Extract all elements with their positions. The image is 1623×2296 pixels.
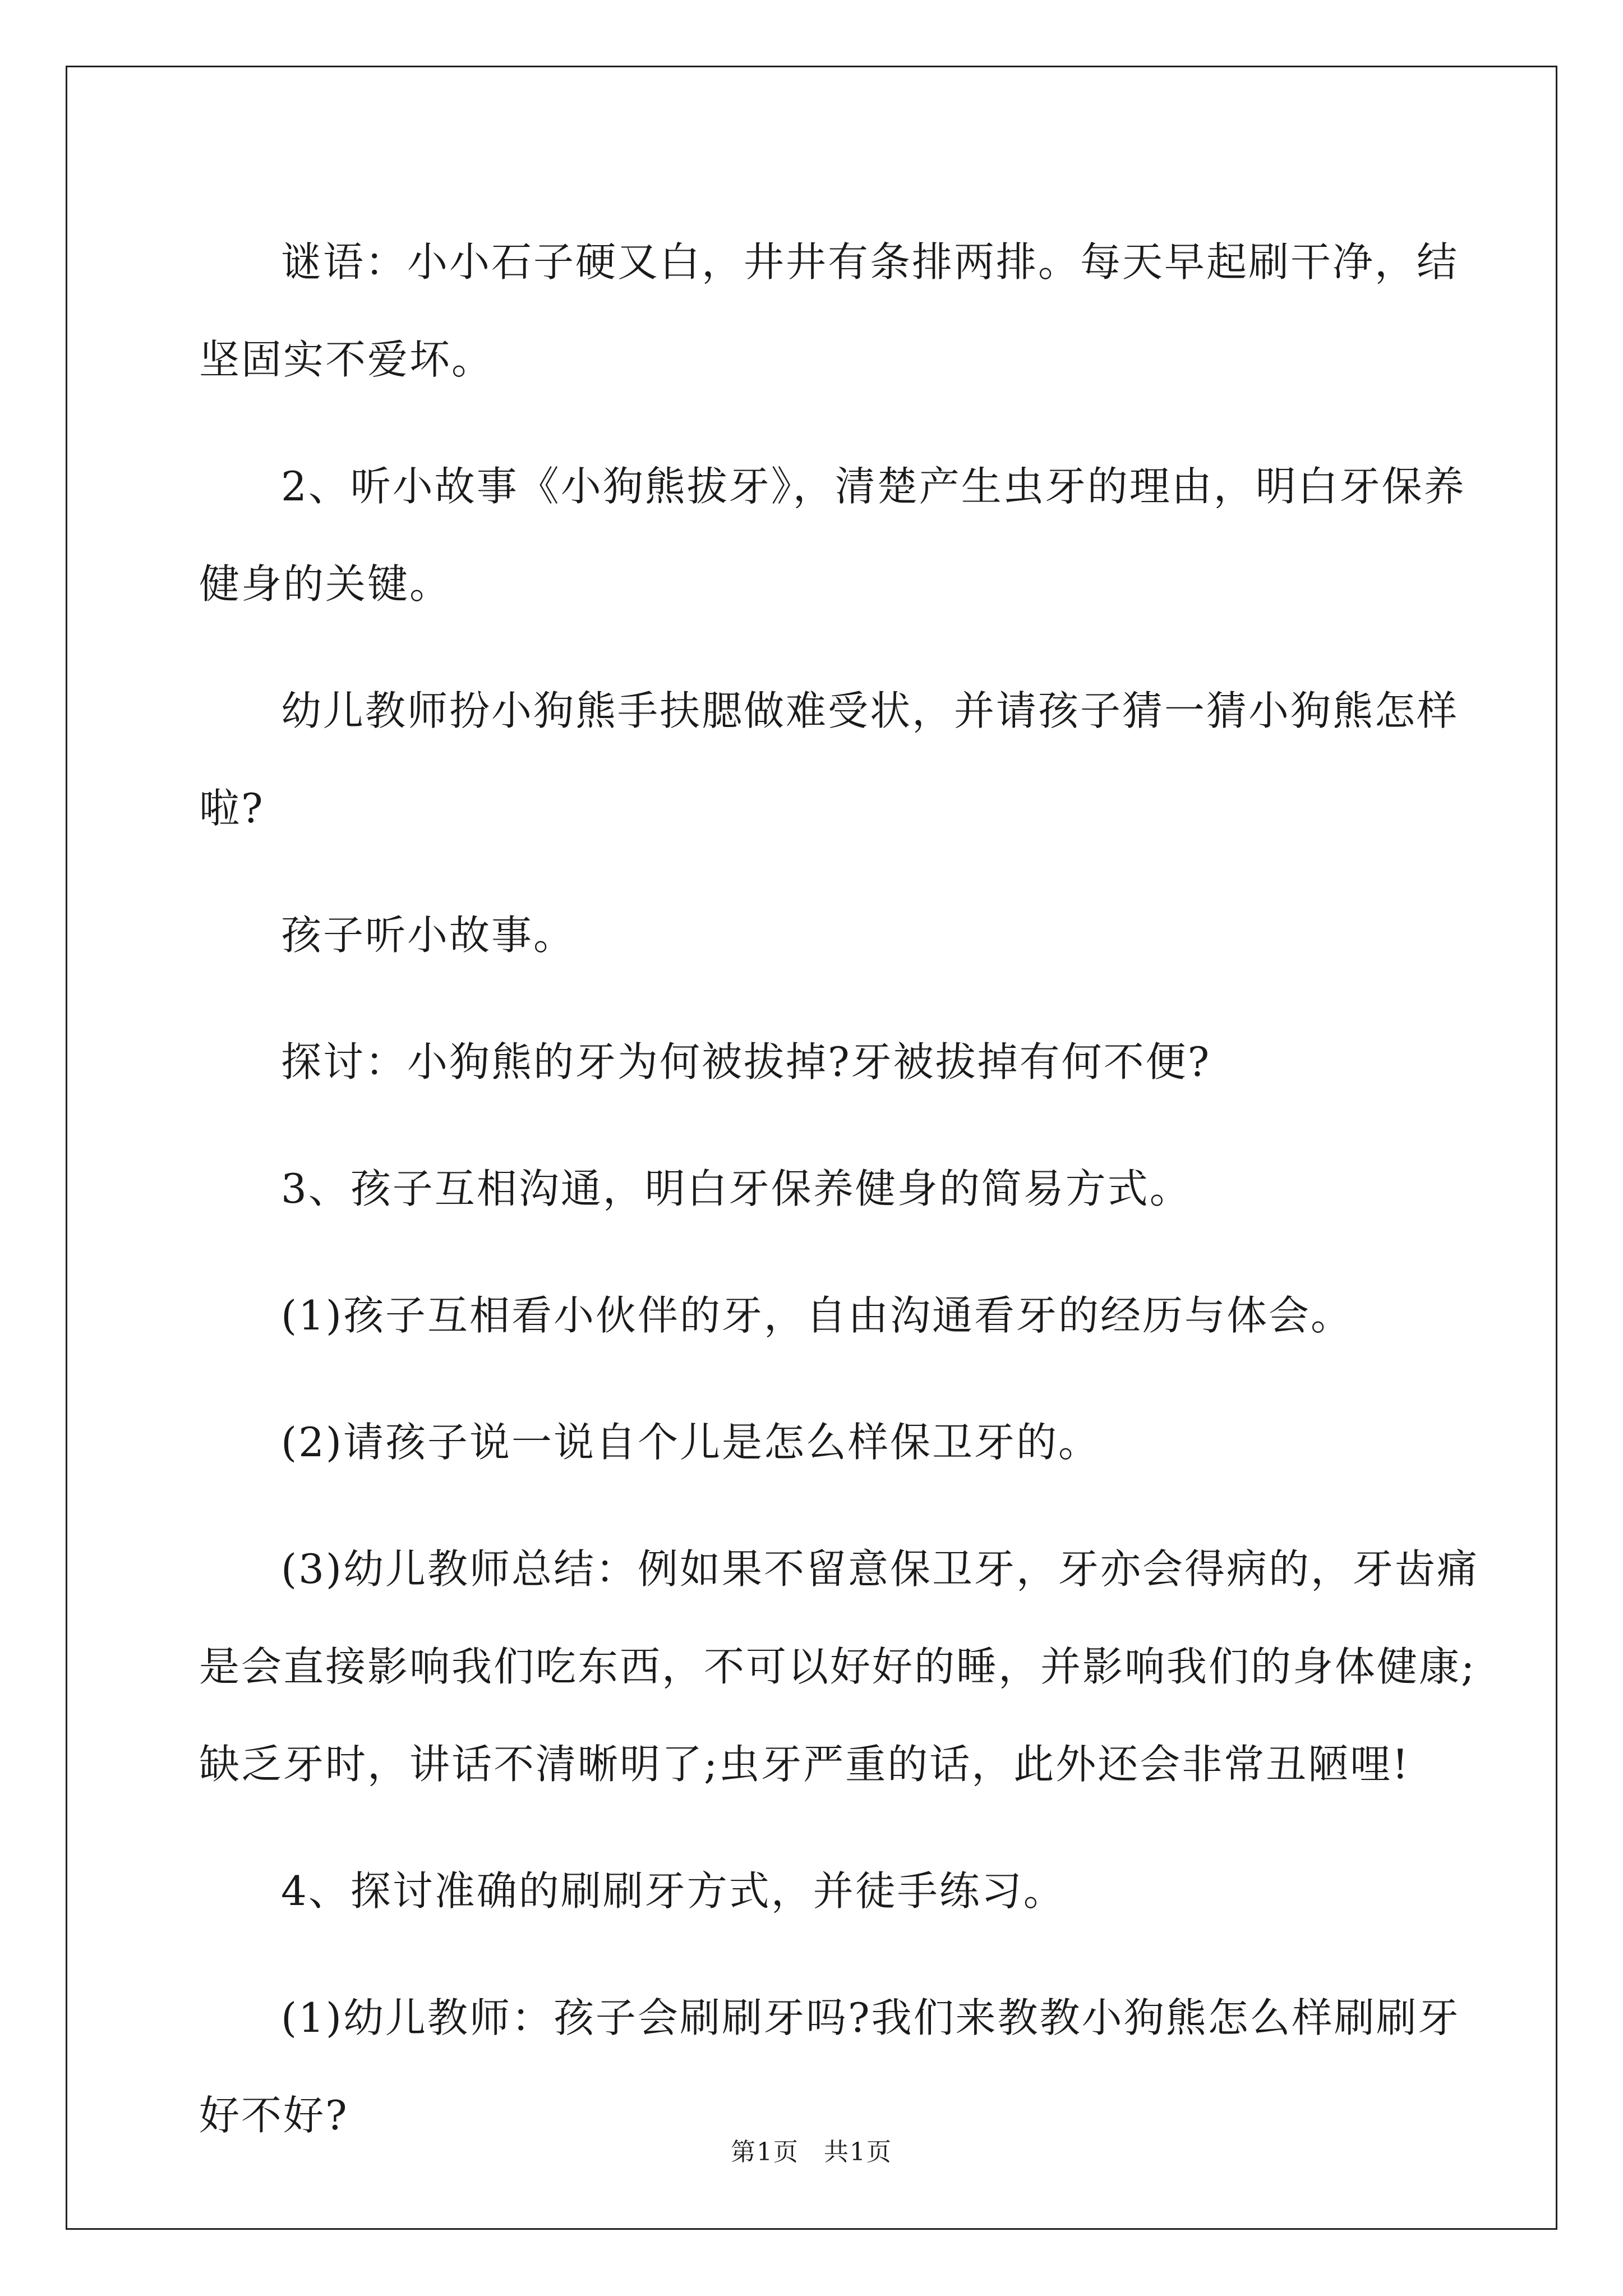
- paragraph-step-4: 4、探讨准确的刷刷牙方式，并徒手练习。: [281, 1867, 1066, 1915]
- page-number: 第1页: [731, 2138, 799, 2166]
- document-body: [199, 213, 1489, 2193]
- paragraph-step-3: 3、孩子互相沟通，明白牙保养健身的简易方式。: [281, 1165, 1192, 1212]
- page-footer: [0, 2132, 1623, 2168]
- paragraph-step-4-1: (1)幼儿教师：孩子会刷刷牙吗?我们来教教小狗熊怎么样刷刷牙好不好?: [199, 1994, 1460, 2139]
- paragraph-step-3-2: (2)请孩子说一说自个儿是怎么样保卫牙的。: [281, 1419, 1100, 1466]
- paragraph-teacher-act: 幼儿教师扮小狗熊手扶腮做难受状，并请孩子猜一猜小狗熊怎样啦?: [199, 687, 1459, 832]
- paragraph-listen-story: 孩子听小故事。: [281, 912, 576, 959]
- paragraph-discuss: 探讨：小狗熊的牙为何被拔掉?牙被拔掉有何不便?: [281, 1038, 1211, 1085]
- page-total: 共1页: [824, 2138, 892, 2166]
- paragraph-step-3-3: (3)幼儿教师总结：例如果不留意保卫牙，牙亦会得病的，牙齿痛是会直接影响我们吃东西，不可以好好的睡，并影响我们的身体健康;缺乏牙时，讲话不清晰明了;虫牙严重的话，此外还会非常丑陋哩!: [199, 1545, 1479, 1788]
- paragraph-riddle: 谜语：小小石子硬又白，井井有条排两排。每天早起刷干净，结坚固实不爱坏。: [199, 238, 1459, 383]
- paragraph-step-3-1: (1)孩子互相看小伙伴的牙，自由沟通看牙的经历与体会。: [281, 1292, 1353, 1339]
- paragraph-step-2: 2、听小故事《小狗熊拔牙》，清楚产生虫牙的理由，明白牙保养健身的关键。: [199, 463, 1466, 608]
